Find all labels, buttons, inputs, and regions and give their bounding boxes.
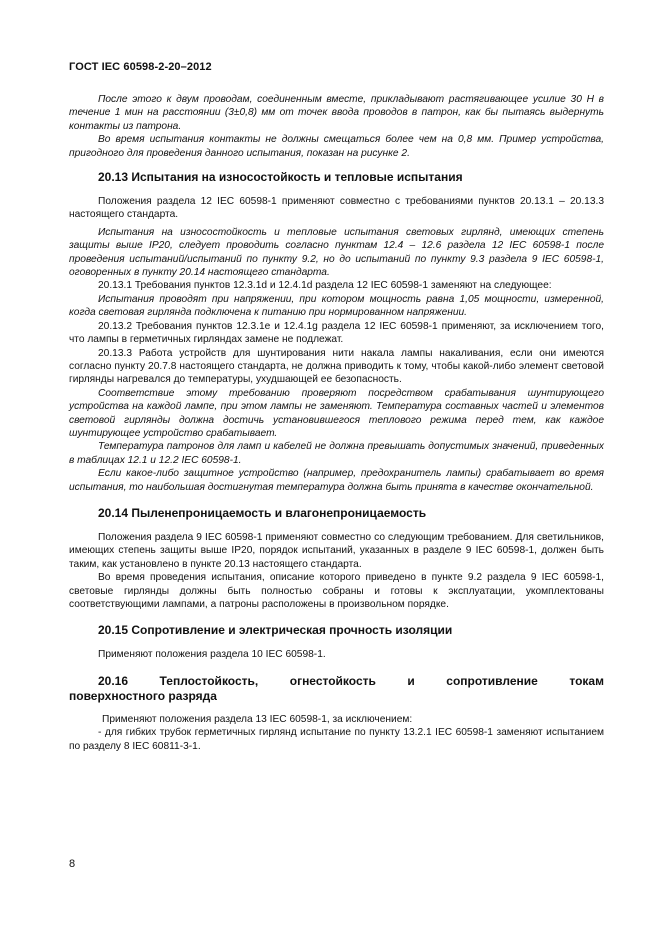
paragraph: Положения раздела 9 IEC 60598-1 применяют совместно со следующим требованием. Для светильников, имеющих степень защиты выше IP20, порядок испытаний, указанных в разделе 9 IEC 60598-1, должен быть таким, как установлено в пункте 20.13 настоящего стандарта. bbox=[69, 531, 604, 570]
clause-20-13-2: 20.13.2 Требования пунктов 12.3.1e и 12.4.1g раздела 12 IEC 60598-1 применяют, за исключением того, что лампы в герметичных гирляндах замене не подлежат. bbox=[69, 320, 604, 346]
section-heading-20-14: 20.14 Пыленепроницаемость и влагонепроницаемость bbox=[98, 505, 427, 520]
section-heading-20-13: 20.13 Испытания на износостойкость и тепловые испытания bbox=[98, 170, 463, 185]
heading-word: огнестойкость bbox=[289, 673, 376, 688]
paragraph: Температура патронов для ламп и кабелей не должна превышать допустимых значений, приведенных в таблицах 12.1 и 12.2 IEC 60598-1. bbox=[69, 441, 604, 466]
paragraph: Испытания на износостойкость и тепловые испытания световых гирлянд, имеющих степень защиты выше IP20, следует проводить согласно пунктам 12.4 – 12.6 раздела 12 IEC 60598-1 после проведения испытаний/испытаний по пункту 9.2, но до испытаний по пункту 9.3 раздела 9 IEC 60598-1, оговоренных в пункту 20.14 настоящего стандарта. bbox=[69, 226, 604, 279]
heading-word: 20.16 bbox=[98, 673, 129, 688]
clause-20-13-1: 20.13.1 Требования пунктов 12.3.1d и 12.4.1d раздела 12 IEC 60598-1 заменяют на следующее: bbox=[98, 280, 552, 292]
paragraph: После этого к двум проводам, соединенным вместе, прикладывают растягивающее усилие 30 Н в течение 1 мин на расстоянии (3±0,8) мм от точек ввода проводов в патрон, как бы пытаясь выдернуть контакты из патрона. bbox=[69, 94, 604, 132]
paragraph: Во время испытания контакты не должны смещаться более чем на 0,8 мм. Пример устройства, пригодного для проведения данного испытания, показан на рисунке 2. bbox=[69, 134, 604, 159]
paragraph: Применяют положения раздела 13 IEC 60598-1, за исключением: bbox=[102, 713, 413, 725]
heading-line-2: поверхностного разряда bbox=[69, 688, 217, 703]
heading-word: токам bbox=[569, 673, 604, 688]
document-body bbox=[69, 93, 604, 753]
section-heading-20-16 bbox=[69, 674, 604, 704]
section-heading-20-15: 20.15 Сопротивление и электрическая прочность изоляции bbox=[98, 623, 453, 638]
document-header: ГОСТ IEC 60598-2-20–2012 bbox=[69, 61, 212, 73]
paragraph: Соответствие этому требованию проверяют посредством срабатывания шунтирующего устройства на каждой лампе, при этом лампы не заменяют. Температура составных частей и элементов световой гирлянды должна достичь установившегося теплового режима перед тем, как каждое шунтирующее устройство срабатывает. bbox=[69, 387, 604, 439]
paragraph: Если какое-либо защитное устройство (например, предохранитель лампы) срабатывает во время испытания, то наибольшая достигнутая температура должна быть принята в качестве окончательной. bbox=[69, 468, 604, 493]
heading-word: Теплостойкость, bbox=[159, 673, 259, 688]
heading-word: сопротивление bbox=[446, 673, 538, 688]
paragraph: Применяют положения раздела 10 IEC 60598-1. bbox=[98, 649, 326, 661]
clause-20-13-3: 20.13.3 Работа устройств для шунтирования нити накала лампы накаливания, если они имеются согласно пункту 20.7.8 настоящего стандарта, не должна приводить к тому, чтобы какой-либо элемент световой гирлянды нагревался до температуры, ухудшающей ее безопасность. bbox=[69, 347, 604, 386]
paragraph: Испытания проводят при напряжении, при котором мощность равна 1,05 мощности, измеренной, когда световая гирлянда подключена к питанию при нормированном напряжении. bbox=[69, 293, 604, 319]
list-item: - для гибких трубок герметичных гирлянд испытание по пункту 13.2.1 IEC 60598-1 заменяют испытанием по разделу 8 IEC 60811-3-1. bbox=[69, 727, 604, 752]
paragraph: Во время проведения испытания, описание которого приведено в пункте 9.2 раздела 9 IEC 60598-1, световые гирлянды должны быть полностью собраны и готовы к эксплуатации, укомплектованы соответствующими лампами, а патроны расположены в произвольном порядке. bbox=[69, 572, 604, 610]
paragraph: Положения раздела 12 IEC 60598-1 применяют совместно с требованиями пунктов 20.13.1 – 20.13.3 настоящего стандарта. bbox=[69, 196, 604, 221]
heading-word: и bbox=[407, 673, 415, 688]
page-number: 8 bbox=[69, 858, 76, 870]
